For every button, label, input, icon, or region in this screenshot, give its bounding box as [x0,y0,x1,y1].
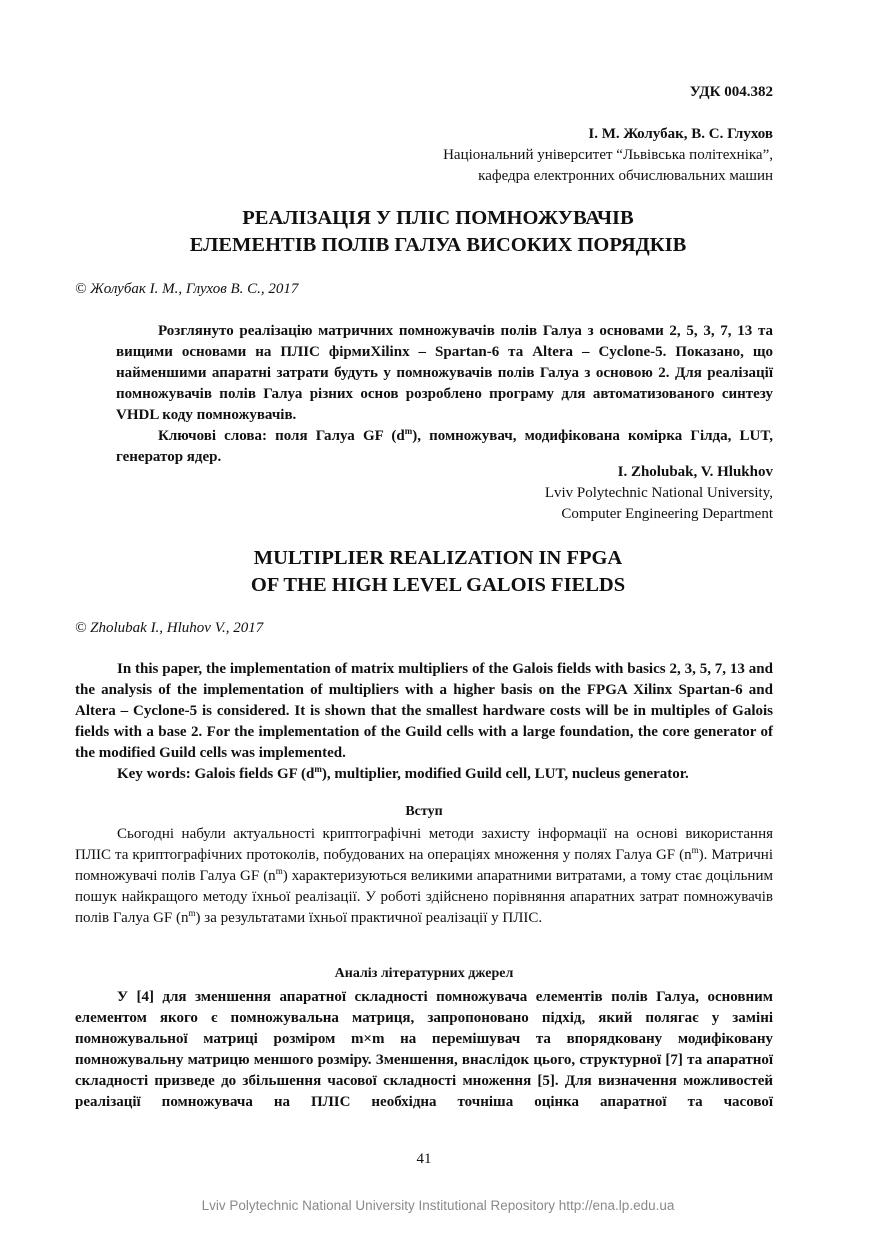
keywords-en-pre: Key words: Galois fields GF (d [117,766,315,782]
keywords-en [75,764,773,785]
title-en-line-1: MULTIPLIER REALIZATION IN FPGA [253,547,623,569]
intro-sup-3: m [188,908,196,918]
affiliation-en-1: Lviv Polytechnic National University, [544,485,773,501]
authors-en: I. Zholubak, V. Hlukhov [617,464,773,480]
affiliation-ua-1: Національний університет “Львівська політехніка”, [443,147,773,163]
literature-paragraph: У [4] для зменшення апаратної складності помножувача елементів полів Галуа, основним елементом якого є помножувальна матриця, запропоновано підхід, який полягає у заміні помножувальної матриці розміром m×m на перемішувач та впорядковану модифіковану помножувальну матрицю меншого розміру. Зменшення, внаслідок цього, структурної [7] та апаратної складності призведе до збільшення часової складності множення [5]. Для визначення можливостей реалізації помножувача на ПЛІС необхідна точніша оцінка апаратної та часової [75,989,773,1110]
intro-heading: Вступ [405,804,443,819]
intro-paragraph [75,824,773,929]
keywords-ua-pre: Ключові слова: поля Галуа GF (d [158,428,405,444]
copyright-en: © Zholubak I., Hluhov V., 2017 [75,620,264,636]
keywords-ua-sup: m [404,426,413,436]
intro-section [75,824,773,929]
keywords-ua-post: ), помножувач, модифікована комірка Гілда, LUT, генератор ядер. [116,428,773,465]
abstract-ua-text: Розглянуто реалізацію матричних помножувачів полів Галуа з основами 2, 5, 3, 7, 13 та вищими основами на ПЛІС фірмиXilinx – Spartan-6 та Altera – Cyclone-5. Показано, що найменшими апаратні затрати будуть у помножувачів полів Галуа з основою 2. Для реалізації помножувачів полів Галуа різних основ розроблено програму для автоматизованого синтезу VHDL коду помножувачів. [116,323,773,423]
authors-block-ua [330,124,773,187]
affiliation-en-2: Computer Engineering Department [561,506,773,522]
page-number: 41 [416,1151,432,1167]
repository-footer: Lviv Polytechnic National University Institutional Repository http://ena.lp.edu.ua [201,1198,675,1213]
keywords-en-sup: m [314,764,322,774]
affiliation-ua-2: кафедра електронних обчислювальних машин [478,168,773,184]
intro-text-3: ) характеризуються великими апаратними витратами, а тому стає доцільним пошук найкращого методу їхньої реалізації. У роботі здійснено порівняння апаратних затрат помножувачів полів Галуа GF (n [75,868,773,926]
intro-text-1: Сьогодні набули актуальності криптографічні методи захисту інформації на основі використання ПЛІС та криптографічних протоколів, побудованих на операціях множення у полях Галуа GF (n [75,826,773,863]
intro-sup-1: m [691,845,699,855]
keywords-en-post: ), multiplier, modified Guild cell, LUT, nucleus generator. [321,766,689,782]
abstract-en-text: In this paper, the implementation of matrix multipliers of the Galois fields with basics 2, 3, 5, 7, 13 and the analysis of the implementation of multipliers with a higher basis on the FPGA Xilinx Spartan-6 and Altera – Cyclone-5 is considered. It is shown that the smallest hardware costs will be in multiples of Galois fields with a base 2. For the implementation of the Guild cells with a large foundation, the core generator of the modified Guild cells was implemented. [75,661,773,761]
title-ua [40,205,836,259]
title-en [40,545,836,599]
abstract-ua [116,321,773,468]
authors-block-en [330,462,773,525]
literature-section [75,987,773,1113]
title-en-line-2: OF THE HIGH LEVEL GALOIS FIELDS [250,574,626,596]
intro-text-4: ) за результатами їхньої практичної реалізації у ПЛІС. [195,910,543,926]
udk-code: УДК 004.382 [689,84,773,100]
title-ua-line-1: РЕАЛІЗАЦІЯ У ПЛІС ПОМНОЖУВАЧІВ [242,207,634,229]
abstract-en [75,659,773,785]
copyright-ua: © Жолубак І. М., Глухов В. С., 2017 [75,281,299,297]
title-ua-line-2: ЕЛЕМЕНТІВ ПОЛІВ ГАЛУА ВИСОКИХ ПОРЯДКІВ [189,234,687,256]
authors-ua: І. М. Жолубак, В. С. Глухов [588,126,773,142]
intro-text-2: ). Матричні помножувачі полів Галуа GF (n [75,847,774,884]
intro-sup-2: m [275,866,283,876]
literature-heading: Аналіз літературних джерел [334,966,514,981]
